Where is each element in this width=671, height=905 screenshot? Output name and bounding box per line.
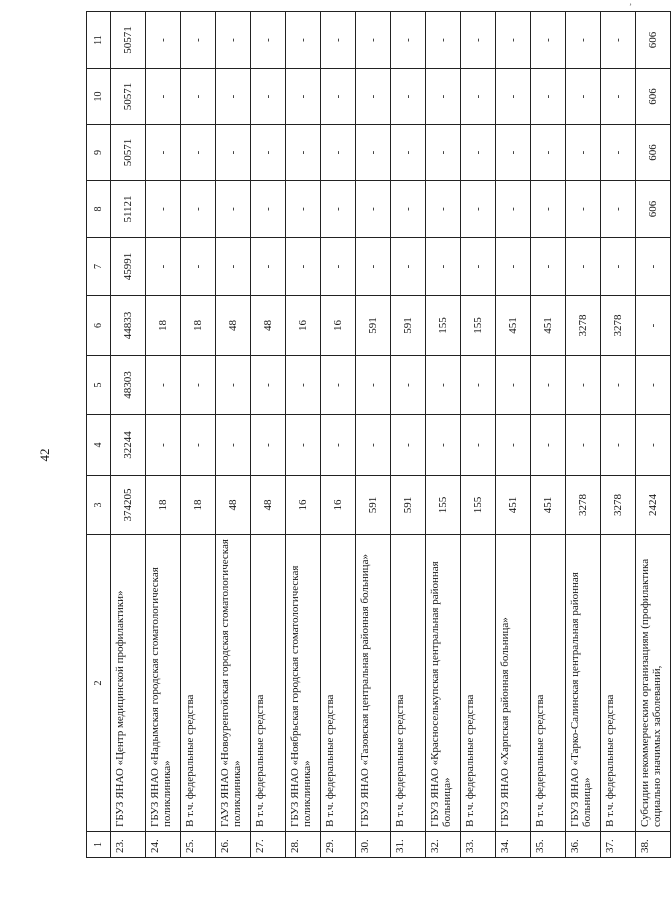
row-number: 38.: [636, 832, 671, 858]
column-header-2: 2: [87, 535, 111, 832]
table-cell-col-9: -: [566, 125, 601, 181]
table-cell-col-5: -: [216, 356, 251, 415]
table-row: [251, 12, 286, 858]
table-cell-col-7: -: [461, 238, 496, 296]
table-cell-col-8: -: [391, 181, 426, 238]
table-cell-col-10: -: [181, 69, 216, 125]
table-cell-col-11: -: [601, 12, 636, 69]
row-name: В т.ч. федеральные средства: [391, 535, 426, 832]
row-name: В т.ч. федеральные средства: [601, 535, 636, 832]
table-cell-col-4: 32244: [111, 415, 146, 476]
row-name: В т.ч. федеральные средства: [531, 535, 566, 832]
table-cell-col-3: 155: [461, 476, 496, 535]
table-cell-col-3: 374205: [111, 476, 146, 535]
row-number: 35.: [531, 832, 566, 858]
column-header-1: 1: [87, 832, 111, 858]
table-cell-col-3: 16: [286, 476, 321, 535]
row-number: 28.: [286, 832, 321, 858]
table-cell-col-4: -: [356, 415, 391, 476]
table-cell-col-8: 606: [636, 181, 671, 238]
table-cell-col-8: -: [286, 181, 321, 238]
table-cell-col-9: 606: [636, 125, 671, 181]
table-cell-col-3: 3278: [566, 476, 601, 535]
row-number: 26.: [216, 832, 251, 858]
row-name: ГБУЗ ЯНАО «Красноселькупская центральная районная больница»: [426, 535, 461, 832]
table-row: [496, 12, 531, 858]
table-cell-col-7: -: [286, 238, 321, 296]
table-row: [426, 12, 461, 858]
table-cell-col-9: -: [251, 125, 286, 181]
table-cell-col-4: -: [461, 415, 496, 476]
row-name: В т.ч. федеральные средства: [461, 535, 496, 832]
row-number: 29.: [321, 832, 356, 858]
table-cell-col-3: 2424: [636, 476, 671, 535]
table-cell-col-5: -: [391, 356, 426, 415]
table-cell-col-6: 591: [356, 296, 391, 356]
column-header-5: 5: [87, 356, 111, 415]
row-number: 30.: [356, 832, 391, 858]
table-cell-col-3: 591: [391, 476, 426, 535]
column-header-6: 6: [87, 296, 111, 356]
column-header-8: 8: [87, 181, 111, 238]
table-cell-col-10: -: [286, 69, 321, 125]
table-row: [636, 12, 671, 858]
table-cell-col-3: 451: [531, 476, 566, 535]
table-cell-col-4: -: [496, 415, 531, 476]
row-number: 25.: [181, 832, 216, 858]
table-cell-col-8: -: [566, 181, 601, 238]
table-cell-col-11: -: [321, 12, 356, 69]
column-header-4: 4: [87, 415, 111, 476]
table-cell-col-8: 51121: [111, 181, 146, 238]
table-cell-col-11: -: [461, 12, 496, 69]
table-cell-col-9: -: [426, 125, 461, 181]
table-cell-col-3: 3278: [601, 476, 636, 535]
table-cell-col-7: -: [321, 238, 356, 296]
table-cell-col-11: -: [356, 12, 391, 69]
table-cell-col-7: -: [181, 238, 216, 296]
table-cell-col-6: 18: [146, 296, 181, 356]
table-cell-col-6: 451: [531, 296, 566, 356]
table-cell-col-7: -: [356, 238, 391, 296]
table-cell-col-11: -: [566, 12, 601, 69]
table-row: [146, 12, 181, 858]
table-cell-col-10: -: [426, 69, 461, 125]
table-cell-col-8: -: [601, 181, 636, 238]
table-cell-col-3: 451: [496, 476, 531, 535]
table-cell-col-9: -: [496, 125, 531, 181]
row-name: ГБУЗ ЯНАО «Тазовская центральная районная больница»: [356, 535, 391, 832]
table-row: [531, 12, 566, 858]
column-header-3: 3: [87, 476, 111, 535]
table-cell-col-5: -: [321, 356, 356, 415]
table-cell-col-5: -: [496, 356, 531, 415]
table-cell-col-7: -: [636, 238, 671, 296]
table-cell-col-9: 50571: [111, 125, 146, 181]
table-cell-col-7: -: [531, 238, 566, 296]
table-cell-col-9: -: [356, 125, 391, 181]
table-cell-col-3: 48: [251, 476, 286, 535]
row-number: 32.: [426, 832, 461, 858]
table-cell-col-3: 48: [216, 476, 251, 535]
table-cell-col-3: 16: [321, 476, 356, 535]
table-cell-col-9: -: [461, 125, 496, 181]
table-cell-col-5: -: [566, 356, 601, 415]
row-number: 31.: [391, 832, 426, 858]
table-cell-col-9: -: [531, 125, 566, 181]
table-cell-col-10: -: [146, 69, 181, 125]
row-name: ГБУЗ ЯНАО «Харпская районная больница»: [496, 535, 531, 832]
table-cell-col-9: -: [216, 125, 251, 181]
table-cell-col-7: -: [496, 238, 531, 296]
table-cell-col-9: -: [146, 125, 181, 181]
table-cell-col-3: 591: [356, 476, 391, 535]
column-header-11: 11: [87, 12, 111, 69]
table-cell-col-9: -: [286, 125, 321, 181]
row-name: ГАУЗ ЯНАО «Новоуренгойская городская стоматологическая поликлиника»: [216, 535, 251, 832]
table-cell-col-4: -: [636, 415, 671, 476]
table-cell-col-10: -: [391, 69, 426, 125]
table-cell-col-7: -: [566, 238, 601, 296]
table-header-row: [87, 12, 111, 858]
column-header-7: 7: [87, 238, 111, 296]
table-row: [181, 12, 216, 858]
table-cell-col-8: -: [181, 181, 216, 238]
table-row: [566, 12, 601, 858]
table-cell-col-6: 451: [496, 296, 531, 356]
table-cell-col-6: 18: [181, 296, 216, 356]
row-number: 36.: [566, 832, 601, 858]
table-cell-col-5: -: [356, 356, 391, 415]
table-cell-col-9: -: [601, 125, 636, 181]
table-cell-col-9: -: [391, 125, 426, 181]
table-cell-col-4: -: [426, 415, 461, 476]
column-header-9: 9: [87, 125, 111, 181]
table-cell-col-11: -: [286, 12, 321, 69]
table-row: [601, 12, 636, 858]
table-cell-col-5: -: [461, 356, 496, 415]
table-row: [111, 12, 146, 858]
row-name: Субсидии некоммерческим организациям (профилактика социально значимых заболеваний,: [636, 535, 671, 832]
table-cell-col-11: -: [496, 12, 531, 69]
table-cell-col-8: -: [356, 181, 391, 238]
page-number: 42: [37, 448, 52, 462]
table-cell-col-5: -: [181, 356, 216, 415]
table-cell-col-9: -: [181, 125, 216, 181]
row-number: 24.: [146, 832, 181, 858]
table-cell-col-11: -: [391, 12, 426, 69]
table-cell-col-6: 3278: [601, 296, 636, 356]
table-cell-col-7: -: [146, 238, 181, 296]
table-cell-col-4: -: [251, 415, 286, 476]
table-cell-col-5: -: [426, 356, 461, 415]
table-cell-col-10: -: [251, 69, 286, 125]
table-cell-col-5: -: [251, 356, 286, 415]
corner-mark: ʼ: [629, 2, 632, 12]
table-cell-col-10: -: [216, 69, 251, 125]
table-cell-col-5: 48303: [111, 356, 146, 415]
table-cell-col-6: -: [636, 296, 671, 356]
row-number: 34.: [496, 832, 531, 858]
table-cell-col-10: -: [496, 69, 531, 125]
table-cell-col-6: 3278: [566, 296, 601, 356]
row-name: В т.ч. федеральные средства: [181, 535, 216, 832]
table-cell-col-6: 16: [321, 296, 356, 356]
table-cell-col-11: -: [146, 12, 181, 69]
budget-table: [86, 11, 671, 858]
table-cell-col-11: -: [531, 12, 566, 69]
table-cell-col-4: -: [321, 415, 356, 476]
table-cell-col-6: 155: [426, 296, 461, 356]
table-cell-col-11: -: [426, 12, 461, 69]
table-cell-col-3: 18: [181, 476, 216, 535]
table-cell-col-4: -: [391, 415, 426, 476]
table-row: [461, 12, 496, 858]
table-cell-col-3: 18: [146, 476, 181, 535]
table-row: [391, 12, 426, 858]
table-cell-col-6: 48: [216, 296, 251, 356]
table-cell-col-10: -: [566, 69, 601, 125]
table-cell-col-10: -: [601, 69, 636, 125]
row-name: В т.ч. федеральные средства: [321, 535, 356, 832]
table-cell-col-8: -: [496, 181, 531, 238]
table-cell-col-5: -: [146, 356, 181, 415]
table-cell-col-8: -: [146, 181, 181, 238]
table-cell-col-8: -: [321, 181, 356, 238]
table-row: [216, 12, 251, 858]
table-cell-col-8: -: [461, 181, 496, 238]
table-cell-col-4: -: [601, 415, 636, 476]
table-cell-col-4: -: [531, 415, 566, 476]
table-cell-col-11: -: [181, 12, 216, 69]
row-number: 33.: [461, 832, 496, 858]
table-cell-col-10: 50571: [111, 69, 146, 125]
table-cell-col-5: -: [601, 356, 636, 415]
table-cell-col-8: -: [216, 181, 251, 238]
table-cell-col-6: 48: [251, 296, 286, 356]
row-name: ГБУЗ ЯНАО «Центр медицинской профилактики»: [111, 535, 146, 832]
row-name: ГБУЗ ЯНАО «Тарко-Салинская центральная районная больница»: [566, 535, 601, 832]
row-name: ГБУЗ ЯНАО «Ноябрьская городская стоматологическая поликлиника»: [286, 535, 321, 832]
table-cell-col-3: 155: [426, 476, 461, 535]
row-number: 37.: [601, 832, 636, 858]
table-cell-col-7: -: [251, 238, 286, 296]
table-cell-col-4: -: [181, 415, 216, 476]
row-name: ГБУЗ ЯНАО «Надымская городская стоматологическая поликлиника»: [146, 535, 181, 832]
table-cell-col-4: -: [566, 415, 601, 476]
table-row: [286, 12, 321, 858]
table-row: [321, 12, 356, 858]
table-cell-col-7: -: [601, 238, 636, 296]
table-cell-col-11: 50571: [111, 12, 146, 69]
column-header-10: 10: [87, 69, 111, 125]
table-cell-col-8: -: [426, 181, 461, 238]
row-number: 27.: [251, 832, 286, 858]
table-cell-col-4: -: [146, 415, 181, 476]
table-cell-col-10: 606: [636, 69, 671, 125]
table-cell-col-7: -: [426, 238, 461, 296]
table-cell-col-5: -: [636, 356, 671, 415]
table-cell-col-6: 155: [461, 296, 496, 356]
table-cell-col-7: -: [391, 238, 426, 296]
table-cell-col-5: -: [286, 356, 321, 415]
row-name: В т.ч. федеральные средства: [251, 535, 286, 832]
table-cell-col-5: -: [531, 356, 566, 415]
table-cell-col-10: -: [356, 69, 391, 125]
table-cell-col-10: -: [461, 69, 496, 125]
table-cell-col-6: 16: [286, 296, 321, 356]
table-cell-col-11: 606: [636, 12, 671, 69]
table-cell-col-11: -: [216, 12, 251, 69]
table-cell-col-7: 45991: [111, 238, 146, 296]
table-cell-col-10: -: [531, 69, 566, 125]
row-number: 23.: [111, 832, 146, 858]
table-body: [87, 12, 671, 858]
table-row: [356, 12, 391, 858]
table-cell-col-8: -: [251, 181, 286, 238]
table-cell-col-10: -: [321, 69, 356, 125]
table-cell-col-4: -: [286, 415, 321, 476]
table-cell-col-6: 591: [391, 296, 426, 356]
table-cell-col-9: -: [321, 125, 356, 181]
table-cell-col-11: -: [251, 12, 286, 69]
table-cell-col-6: 44833: [111, 296, 146, 356]
rotated-page-content: [86, 12, 663, 858]
table-cell-col-7: -: [216, 238, 251, 296]
table-cell-col-8: -: [531, 181, 566, 238]
table-cell-col-4: -: [216, 415, 251, 476]
